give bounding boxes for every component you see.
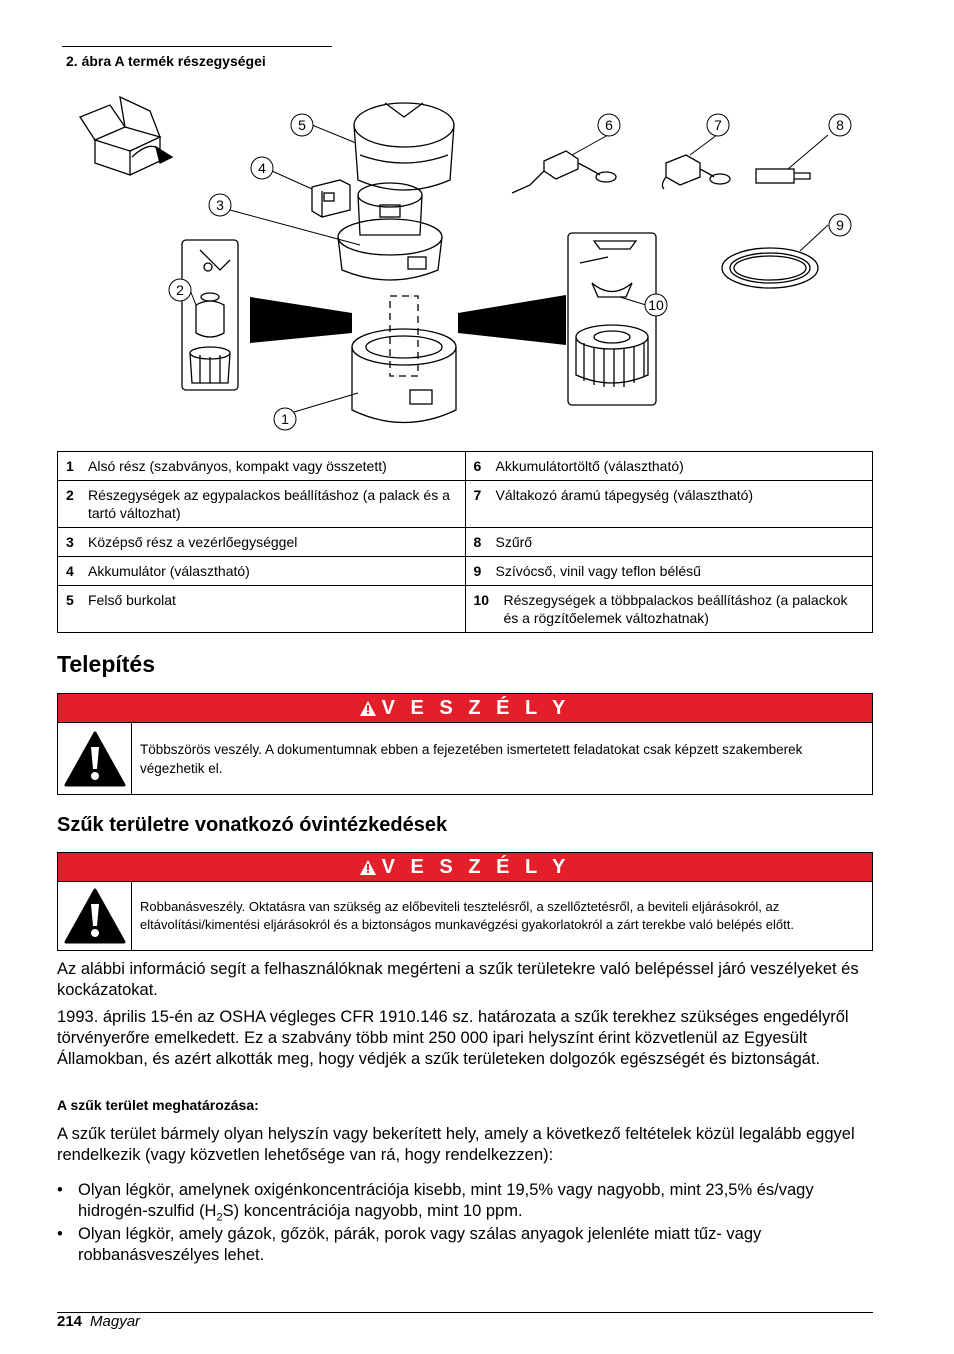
multi-bottle-parts-illustration bbox=[568, 233, 656, 405]
box-unpack-illustration bbox=[80, 97, 172, 175]
table-row: 3 Középső rész a vezérlőegységgel 8 Szűrő bbox=[58, 528, 873, 557]
callout-9: 9 bbox=[836, 217, 844, 233]
table-row: 1 Alsó rész (szabványos, kompakt vagy összetett) 6 Akkumulátortöltő (választható) bbox=[58, 452, 873, 481]
callout-4: 4 bbox=[258, 160, 266, 176]
callout-6: 6 bbox=[605, 117, 613, 133]
section-title: Telepítés bbox=[57, 651, 155, 677]
danger-text: Robbanásveszély. Oktatásra van szükség az előbeviteli tesztelésről, a szellőztetésről, a beviteli eljárásokról, az eltávolítási/kimentési eljárásokról és a biztonságos munkavégzési gyakorlatokról a zárt terekbe való belépés előtt. bbox=[140, 899, 794, 932]
components-legend-table bbox=[57, 451, 873, 633]
callout-2: 2 bbox=[176, 282, 184, 298]
definition-heading: A szűk terület meghatározása: bbox=[57, 1097, 259, 1113]
strainer-illustration bbox=[756, 169, 810, 183]
paragraph: A szűk terület bármely olyan helyszín vagy bekerített hely, amely a következő feltételek közül legalább eggyel rendelkezik (vagy közvetlen lehetősége van rá, hogy rendelkezzen): bbox=[57, 1125, 855, 1164]
language-label: Magyar bbox=[90, 1313, 141, 1330]
callout-1: 1 bbox=[281, 411, 289, 427]
intake-tubing-illustration bbox=[722, 248, 818, 288]
warning-triangle-icon bbox=[64, 888, 126, 944]
paragraph: 1993. április 15-én az OSHA végleges CFR 1910.146 sz. határozata a szűk terekhez szükséges engedélyről törvényerőre emelkedett. Ez a szabvány több mint 250 000 ipari helyszínt érint közvetlenül az Egyesült Államokban, és azért alkották meg, hogy védjék a szűk területeken dolgozók egészségét és biztonságát. bbox=[57, 1008, 849, 1068]
callout-7: 7 bbox=[714, 117, 722, 133]
list-item: • Olyan légkör, amelynek oxigénkoncentrációja kisebb, mint 19,5% vagy nagyobb, mint 23,5% és/vagy hidrogén-szulfid $(H_2S)$ koncentrációja nagyobb, mint 10 ppm. bbox=[57, 1181, 814, 1224]
danger-notice bbox=[57, 852, 873, 951]
callout-10: 10 bbox=[648, 297, 664, 313]
battery-charger-illustration bbox=[512, 151, 616, 193]
table-row: 2 Részegységek az egypalackos beállításhoz (a palack és a tartó változhat) 7 Váltakozó áramú tápegység (választható) bbox=[58, 481, 873, 528]
callout-8: 8 bbox=[836, 117, 844, 133]
danger-header: V E S Z É L Y bbox=[58, 853, 872, 882]
product-components-figure bbox=[60, 85, 872, 445]
single-bottle-parts-illustration bbox=[182, 240, 238, 390]
warning-small-icon bbox=[360, 701, 376, 716]
page-number: 214 bbox=[57, 1313, 83, 1330]
battery-illustration bbox=[312, 180, 350, 217]
danger-header: V E S Z É L Y bbox=[58, 694, 872, 723]
table-row: 5 Felső burkolat 10 Részegységek a többpalackos beállításhoz (a palackok és a rögzítőelemek változhatnak) bbox=[58, 586, 873, 633]
page-footer bbox=[57, 1313, 140, 1330]
footer-rule bbox=[57, 1312, 873, 1313]
callout-3: 3 bbox=[216, 197, 224, 213]
subsection-title: Szűk területre vonatkozó óvintézkedések bbox=[57, 814, 448, 836]
top-cover-illustration bbox=[354, 103, 454, 190]
warning-small-icon bbox=[360, 860, 376, 875]
danger-notice bbox=[57, 693, 873, 795]
callout-5: 5 bbox=[298, 117, 306, 133]
figure-caption: 2. ábra A termék részegységei bbox=[66, 53, 266, 69]
figure-rule bbox=[62, 46, 332, 47]
middle-section-illustration bbox=[338, 183, 442, 280]
ac-power-supply-illustration bbox=[662, 155, 730, 189]
table-row: 4 Akkumulátor (választható) 9 Szívócső, vinil vagy teflon bélésű bbox=[58, 557, 873, 586]
list-item: • Olyan légkör, amely gázok, gőzök, párák, porok vagy szálas anyagok jelenléte miatt tűz- vagy robbanásveszélyes lehet. bbox=[57, 1225, 762, 1264]
paragraph: Az alábbi információ segít a felhasználóknak megérteni a szűk területekre való belépéssel járó veszélyeket és kockázatokat. bbox=[57, 960, 859, 999]
danger-text: Többszörös veszély. A dokumentumnak ebben a fejezetében ismertetett feladatokat csak képzett szakemberek végezhetik el. bbox=[140, 741, 803, 776]
warning-triangle-icon bbox=[64, 731, 126, 787]
